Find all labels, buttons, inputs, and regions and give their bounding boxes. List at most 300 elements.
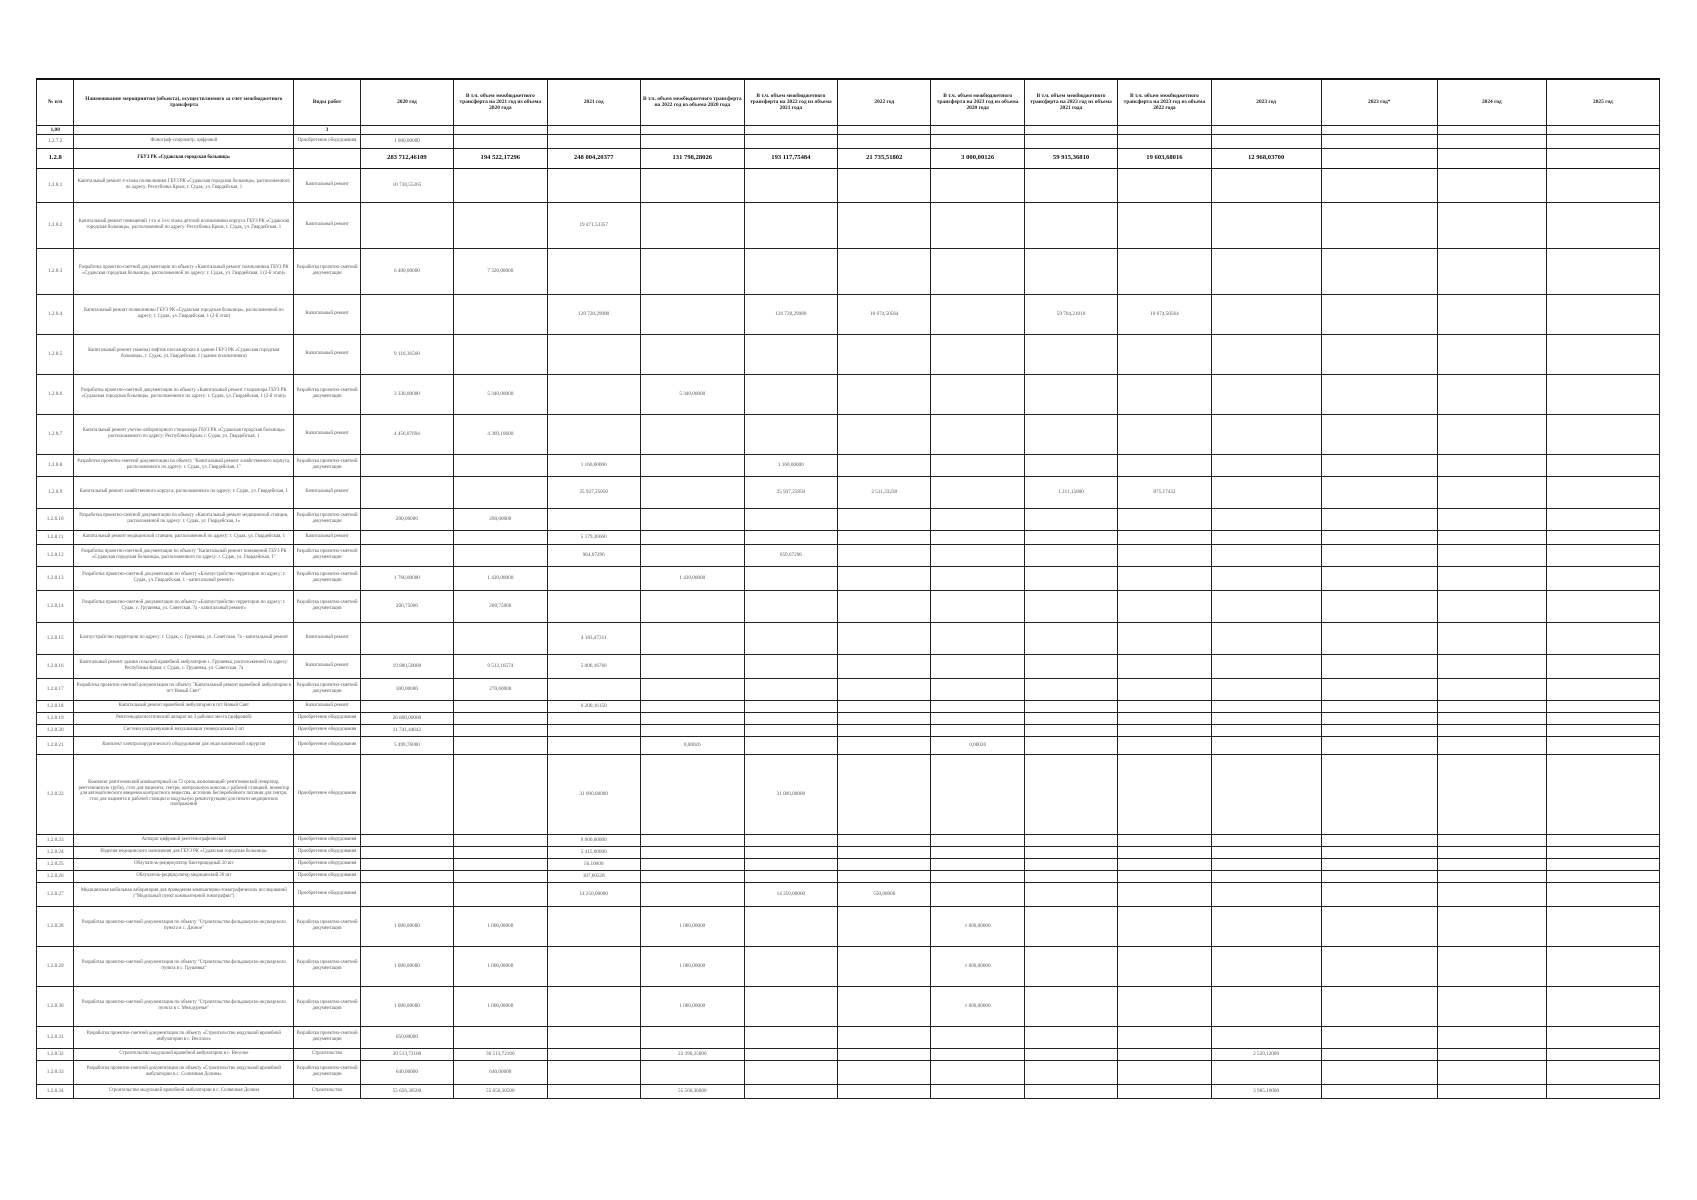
header-row	[37, 79, 1660, 125]
row-value	[1024, 134, 1117, 148]
row-value	[1118, 846, 1211, 858]
table-row	[37, 1048, 1660, 1060]
row-value	[640, 168, 744, 202]
row-value	[547, 1060, 640, 1084]
row-value	[454, 168, 547, 202]
row-value	[1211, 476, 1321, 508]
row-value: 5 499,76000	[360, 736, 453, 754]
row-number: 1.2.8.15	[37, 622, 74, 654]
row-value	[744, 678, 837, 700]
row-value	[931, 168, 1024, 202]
row-value	[360, 870, 453, 882]
row-value	[1437, 334, 1546, 374]
row-work-type: Капитальный ремонт	[294, 334, 360, 374]
row-name: Благоустройство территории по адресу: г. Судак, с. Грушевка, ул. Советская, 7а - капитальный ремонт	[74, 622, 294, 654]
row-value	[640, 294, 744, 334]
row-value	[454, 476, 547, 508]
row-value	[1321, 754, 1437, 834]
row-value	[1211, 1060, 1321, 1084]
row-value: 1 420,00000	[640, 566, 744, 590]
row-value	[1118, 700, 1211, 712]
row-value	[1546, 202, 1659, 248]
row-value	[1321, 1060, 1437, 1084]
row-value	[838, 700, 931, 712]
row-value	[1546, 946, 1659, 986]
row-value	[1437, 736, 1546, 754]
row-name: Разработка проектно-сметной документации по объекту "Капитальный ремонт врачебной амбулатории в пгт Новый Свет"	[74, 678, 294, 700]
row-value	[454, 736, 547, 754]
row-value	[454, 530, 547, 544]
row-value	[1118, 712, 1211, 724]
table-row	[37, 1026, 1660, 1048]
row-name: Капитальный ремонт поликлиники ГБУЗ РК «Судакская городская больница», расположенной по адресу: г. Судак, ул. Гвардейская, 1 (2-й этап)	[74, 294, 294, 334]
row-value	[1118, 736, 1211, 754]
row-value	[1024, 736, 1117, 754]
row-work-type: Приобретение оборудования	[294, 870, 360, 882]
header-year: 2025 год	[1546, 79, 1659, 125]
row-value	[454, 834, 547, 846]
row-value	[744, 712, 837, 724]
row-value: 650,00000	[360, 1026, 453, 1048]
row-value	[744, 1026, 837, 1048]
row-value	[744, 986, 837, 1026]
row-value	[547, 986, 640, 1026]
row-value	[547, 1048, 640, 1060]
row-value: 248 004,20377	[547, 148, 640, 168]
row-name: Разработка проектно-сметной документации по объекту "Строительство фельдшерско-акушерского пункта в с. Междуречье"	[74, 986, 294, 1026]
row-value	[1118, 454, 1211, 476]
header-year: В т.ч. объем межбюджетного трансферта на 2023 год из объема 2022 года	[1118, 79, 1211, 125]
row-value	[640, 590, 744, 622]
row-value	[1321, 906, 1437, 946]
row-value	[1437, 508, 1546, 530]
row-value: 1 000,00000	[360, 134, 453, 148]
row-value	[1211, 544, 1321, 566]
row-value	[454, 622, 547, 654]
row-value	[1024, 544, 1117, 566]
row-value	[1024, 700, 1117, 712]
table-row	[37, 724, 1660, 736]
row-name: Разработка проектно-сметной документации по объекту «Капитальный ремонт поликлиники ГБУЗ РК «Судакская городская больница», расположенной по адресу: г. Судак, ул. Гвардейская, 1 (2-й этап)»	[74, 248, 294, 294]
row-value	[1118, 334, 1211, 374]
row-value: 30 513,72100	[454, 1048, 547, 1060]
row-value: 31 000,00000	[744, 754, 837, 834]
row-name: Облучатель-рециркулятор бактерицидный 20 шт	[74, 858, 294, 870]
row-number: 1.2.8.14	[37, 590, 74, 622]
row-work-type: Приобретение оборудования	[294, 754, 360, 834]
row-value: 30 513,72100	[360, 1048, 453, 1060]
table-row	[37, 168, 1660, 202]
row-value	[1024, 724, 1117, 736]
row-value: 25 937,25850	[547, 476, 640, 508]
table-row	[37, 882, 1660, 906]
row-value	[547, 906, 640, 946]
row-value	[1118, 168, 1211, 202]
row-value	[360, 834, 453, 846]
row-value: 12 968,03700	[1211, 148, 1321, 168]
row-number: 1.2.8.2	[37, 202, 74, 248]
row-value: 194 522,17296	[454, 148, 547, 168]
row-value	[547, 1084, 640, 1098]
row-value	[1546, 712, 1659, 724]
row-value	[838, 834, 931, 846]
row-value	[744, 508, 837, 530]
row-value	[640, 724, 744, 736]
row-value	[1024, 622, 1117, 654]
row-value: 1 000,00000	[931, 906, 1024, 946]
row-value	[1437, 1048, 1546, 1060]
row-value	[744, 1060, 837, 1084]
row-value	[1024, 530, 1117, 544]
row-name: Разработка проектно-сметной документации по объекту "Капитальный ремонт помещений ГБУЗ РК «Судакская городская больница», расположенного по адресу: г. Судак, ул. Гвардейская, 1"	[74, 544, 294, 566]
row-value: 1 000,00000	[640, 946, 744, 986]
row-work-type: Разработка проектно-сметной документации	[294, 946, 360, 986]
row-value	[1211, 906, 1321, 946]
row-name: Фонограф-спирометр, цифровой	[74, 134, 294, 148]
row-work-type: Разработка проектно-сметной документации	[294, 566, 360, 590]
row-name: Медицинская мобильная лаборатория для проведения компьютерно-томографических исследований ("Модульный пункт компьютерной томографии")	[74, 882, 294, 906]
row-value	[1321, 846, 1437, 858]
row-work-type: Разработка проектно-сметной документации	[294, 508, 360, 530]
row-value: 1 000,00000	[360, 906, 453, 946]
row-value	[1118, 508, 1211, 530]
row-value	[547, 566, 640, 590]
row-value	[1024, 1026, 1117, 1048]
row-value	[1546, 1048, 1659, 1060]
row-value	[1321, 736, 1437, 754]
row-work-type: Разработка проектно-сметной документации	[294, 986, 360, 1026]
row-value	[1118, 678, 1211, 700]
row-value	[1437, 882, 1546, 906]
row-value	[640, 754, 744, 834]
index-cell: 3	[294, 125, 360, 134]
row-value	[1211, 374, 1321, 414]
row-value	[931, 1060, 1024, 1084]
row-work-type: Разработка проектно-сметной документации	[294, 248, 360, 294]
row-value	[931, 202, 1024, 248]
row-work-type: Капитальный ремонт	[294, 622, 360, 654]
row-value	[360, 882, 453, 906]
row-number: 1.2.8.16	[37, 654, 74, 678]
row-value	[547, 168, 640, 202]
row-work-type: Разработка проектно-сметной документации	[294, 544, 360, 566]
row-value	[360, 202, 453, 248]
row-value	[1546, 148, 1659, 168]
row-value	[1211, 508, 1321, 530]
row-value	[1321, 946, 1437, 986]
row-work-type: Приобретение оборудования	[294, 736, 360, 754]
row-number: 1.2.8.11	[37, 530, 74, 544]
row-value	[1118, 858, 1211, 870]
row-value	[454, 754, 547, 834]
row-value: 1 160,00000	[744, 454, 837, 476]
row-value	[640, 858, 744, 870]
row-value	[744, 858, 837, 870]
row-value	[1321, 374, 1437, 414]
row-value	[640, 678, 744, 700]
row-value	[931, 414, 1024, 454]
row-work-type: Разработка проектно-сметной документации	[294, 1026, 360, 1048]
row-value	[1546, 622, 1659, 654]
row-value	[744, 566, 837, 590]
row-value	[1321, 700, 1437, 712]
row-value	[744, 700, 837, 712]
header-year: В т.ч. объем межбюджетного трансферта на 2023 год из объема 2021 года	[1024, 79, 1117, 125]
header-year: В т.ч. объем межбюджетного трансферта на 2021 год из объема 2020 года	[454, 79, 547, 125]
row-value	[1024, 566, 1117, 590]
row-value	[838, 946, 931, 986]
row-value	[1546, 906, 1659, 946]
header-name: Наименование мероприятия (объекта), осуществляемого за счет межбюджетного трансферта	[74, 79, 294, 125]
row-value	[838, 712, 931, 724]
row-name: Система ультразвуковой визуализации универсальная 2 шт	[74, 724, 294, 736]
row-value	[1118, 1026, 1211, 1048]
row-value	[454, 544, 547, 566]
row-value	[454, 724, 547, 736]
header-year: 2022 год	[838, 79, 931, 125]
row-value	[838, 168, 931, 202]
row-value	[1437, 544, 1546, 566]
row-value	[1546, 334, 1659, 374]
row-value	[931, 834, 1024, 846]
row-value	[640, 454, 744, 476]
row-value	[1437, 712, 1546, 724]
row-number: 1.2.8.31	[37, 1026, 74, 1048]
row-value	[1437, 700, 1546, 712]
row-value	[1437, 454, 1546, 476]
row-number: 1.2.8.6	[37, 374, 74, 414]
header-year: 2020 год	[360, 79, 453, 125]
row-value	[838, 566, 931, 590]
row-value	[547, 736, 640, 754]
row-value	[1321, 476, 1437, 508]
row-value	[838, 590, 931, 622]
row-value: 6 400,00000	[360, 248, 453, 294]
row-value: 120 720,29980	[547, 294, 640, 334]
row-value	[640, 834, 744, 846]
row-value	[838, 906, 931, 946]
row-value	[1118, 530, 1211, 544]
table-row	[37, 736, 1660, 754]
row-number: 1.2.8.1	[37, 168, 74, 202]
row-value	[640, 134, 744, 148]
row-value: 14 250,00000	[547, 882, 640, 906]
row-value	[1024, 414, 1117, 454]
table-body	[37, 134, 1660, 1098]
row-value	[1546, 736, 1659, 754]
row-value	[1437, 724, 1546, 736]
row-value: 131 798,28026	[640, 148, 744, 168]
row-value	[931, 754, 1024, 834]
row-value	[1546, 870, 1659, 882]
row-name: Строительство модульной врачебной амбулатории в с. Веселое	[74, 1048, 294, 1060]
row-value: 19 471,53357	[547, 202, 640, 248]
table-row	[37, 476, 1660, 508]
table-row	[37, 1060, 1660, 1084]
row-number: 1.2.8.3	[37, 248, 74, 294]
table-row	[37, 294, 1660, 334]
row-value	[1118, 622, 1211, 654]
row-work-type: Капитальный ремонт	[294, 294, 360, 334]
row-value	[1437, 846, 1546, 858]
row-work-type: Разработка проектно-сметной документации	[294, 374, 360, 414]
row-value	[1437, 1084, 1546, 1098]
row-work-type: Разработка проектно-сметной документации	[294, 454, 360, 476]
row-value	[1211, 334, 1321, 374]
row-value	[931, 622, 1024, 654]
row-name: Облучатель-рециркулятор медицинский 20 шт	[74, 870, 294, 882]
row-value	[838, 414, 931, 454]
row-value	[547, 508, 640, 530]
row-value: 19 880,50000	[360, 654, 453, 678]
row-value	[838, 754, 931, 834]
row-value	[454, 294, 547, 334]
row-value	[547, 590, 640, 622]
row-name: Капитальный ремонт 4-этажа поликлиники ГБУЗ РК «Судакская городская больница», расположенного по адресу: Республика Крым, г. Судак, ул. Гвардейская, 1	[74, 168, 294, 202]
row-value: 31 000,00000	[547, 754, 640, 834]
row-value	[1211, 946, 1321, 986]
row-value	[640, 846, 744, 858]
row-value	[360, 544, 453, 566]
row-value	[1321, 134, 1437, 148]
row-value	[547, 248, 640, 294]
row-name: Капитальный ремонт хозяйственного корпуса, расположенного по адресу: г. Судак, ул. Гвардейская, 1	[74, 476, 294, 508]
row-value: 640,00000	[360, 1060, 453, 1084]
table-row	[37, 134, 1660, 148]
row-value: 4 183,47311	[547, 622, 640, 654]
row-value: 659,67296	[744, 544, 837, 566]
budget-table-sheet	[36, 78, 1660, 1099]
row-value	[838, 858, 931, 870]
row-value	[931, 846, 1024, 858]
row-value	[640, 882, 744, 906]
row-value	[1546, 454, 1659, 476]
row-value	[1437, 476, 1546, 508]
row-value: 9 116,36560	[360, 334, 453, 374]
row-value	[1546, 374, 1659, 414]
row-value	[360, 294, 453, 334]
row-value	[931, 530, 1024, 544]
table-row	[37, 946, 1660, 986]
row-value	[1024, 248, 1117, 294]
header-work: Виды работ	[294, 79, 360, 125]
row-value: 19 603,68016	[1118, 148, 1211, 168]
row-value	[454, 202, 547, 248]
row-value	[744, 334, 837, 374]
row-value	[744, 654, 837, 678]
row-name: Комплекс рентгеновский компьютерный на 72 среза, включающий: рентгеновский генератор, рентгеновскую трубку, стол для пациента, гентри, контрольную консоль с рабочей станцией, инжектор для автоматического введения контрастного вещества, источник бесперебойного питания для гентри, стол для пациента и рабочей станции и модульную реконструкцию для печати медицинских изображений	[74, 754, 294, 834]
row-value	[1211, 858, 1321, 870]
table-row	[37, 870, 1660, 882]
table-row	[37, 834, 1660, 846]
row-value: 1 160,00000	[547, 454, 640, 476]
row-value	[1437, 294, 1546, 334]
row-value	[838, 134, 931, 148]
row-number: 1.2.8.4	[37, 294, 74, 334]
row-value	[1211, 986, 1321, 1026]
row-value	[547, 712, 640, 724]
row-value: 1 211,15800	[1024, 476, 1117, 508]
row-name: Капитальный ремонт (замена) лифтов пассажирских в здании ГБУЗ РК «Судакская городская больница», г. Судак, ул. Гвардейская, 1 (здание поликлиники)	[74, 334, 294, 374]
row-value	[744, 168, 837, 202]
row-value	[1024, 454, 1117, 476]
row-value	[931, 678, 1024, 700]
row-value	[1546, 566, 1659, 590]
row-value	[454, 712, 547, 724]
row-value	[1024, 846, 1117, 858]
header-year: 2023 год	[1211, 79, 1321, 125]
row-value	[1211, 202, 1321, 248]
row-value	[1118, 986, 1211, 1026]
row-value	[1437, 654, 1546, 678]
row-value	[1546, 678, 1659, 700]
row-value	[1118, 1060, 1211, 1084]
row-value: 0,00026	[931, 736, 1024, 754]
row-name: Разработка проектно-сметной документации по объекту "Строительство фельдшерско-акушерского пункта в с. Грушевка"	[74, 946, 294, 986]
row-work-type: Приобретение оборудования	[294, 724, 360, 736]
row-value	[838, 454, 931, 476]
row-value: 26 800,00000	[360, 712, 453, 724]
row-value: 3 000,00126	[931, 148, 1024, 168]
row-value: 4 456,07694	[360, 414, 453, 454]
row-number: 1.2.7.2	[37, 134, 74, 148]
row-number: 1.2.8.30	[37, 986, 74, 1026]
row-value	[838, 736, 931, 754]
row-value	[454, 846, 547, 858]
row-value	[640, 712, 744, 724]
row-number: 1.2.8.7	[37, 414, 74, 454]
row-value	[1437, 530, 1546, 544]
row-value	[1321, 724, 1437, 736]
row-value	[1321, 654, 1437, 678]
row-value	[838, 544, 931, 566]
row-value	[1546, 1084, 1659, 1098]
row-value	[1546, 834, 1659, 846]
header-year: 2023 год*	[1321, 79, 1437, 125]
header-year: В т.ч. объем межбюджетного трансферта на 2023 год из объема 2020 года	[931, 79, 1024, 125]
row-value: 1 000,00000	[454, 946, 547, 986]
row-value	[1024, 712, 1117, 724]
row-value	[640, 530, 744, 544]
row-value	[1546, 134, 1659, 148]
row-value	[1118, 834, 1211, 846]
row-value	[1437, 202, 1546, 248]
row-value	[640, 544, 744, 566]
table-row	[37, 712, 1660, 724]
row-value	[838, 846, 931, 858]
header-year: 2021 год	[547, 79, 640, 125]
table-row	[37, 906, 1660, 946]
row-value	[1211, 754, 1321, 834]
row-value: 55 566,36000	[640, 1084, 744, 1098]
budget-table	[36, 78, 1660, 1099]
table-row	[37, 590, 1660, 622]
row-value	[1321, 622, 1437, 654]
row-value	[360, 530, 453, 544]
row-value	[931, 882, 1024, 906]
row-value	[838, 870, 931, 882]
row-number: 1.2.8.5	[37, 334, 74, 374]
row-value	[640, 1026, 744, 1048]
row-value	[1211, 700, 1321, 712]
row-value	[1211, 134, 1321, 148]
row-number: 1.2.8.24	[37, 846, 74, 858]
row-value	[1546, 724, 1659, 736]
row-value	[1321, 530, 1437, 544]
row-value	[1024, 202, 1117, 248]
row-value	[838, 654, 931, 678]
row-value: 56,10000	[547, 858, 640, 870]
